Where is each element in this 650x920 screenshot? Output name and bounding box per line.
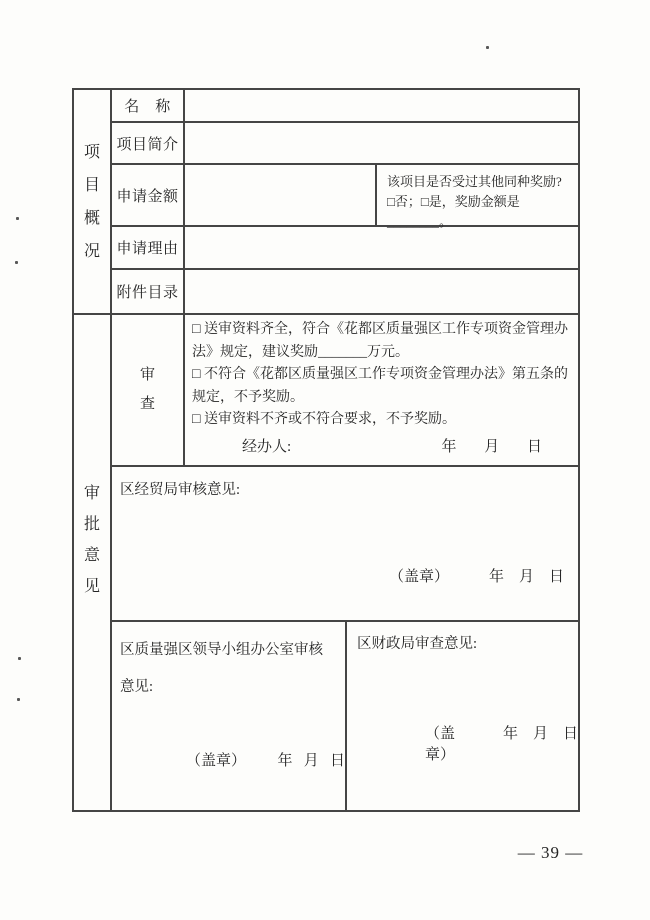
application-reason-label: 申请理由 <box>112 227 185 268</box>
application-amount-input-area <box>185 165 377 225</box>
project-intro-input-area <box>185 123 578 163</box>
application-reason-input-area <box>185 227 578 268</box>
scan-speck <box>486 46 489 49</box>
row-project-name <box>112 90 578 123</box>
review-content <box>185 315 578 465</box>
approval-rows <box>112 315 578 810</box>
finance-bureau-seal-line <box>425 722 578 764</box>
section-project-overview <box>74 90 578 315</box>
attachments-input-area <box>185 270 578 313</box>
seal-label: （盖章） <box>388 569 449 585</box>
scan-speck <box>17 698 20 701</box>
handler-label: 经办人: <box>242 438 292 455</box>
other-reward-note <box>377 165 578 229</box>
economic-bureau-date-label: 年 月 日 <box>488 569 564 585</box>
overview-rows <box>112 90 578 313</box>
section-approval-opinions <box>74 315 578 810</box>
other-reward-question: 该项目是否受过其他同种奖励? <box>387 174 562 189</box>
application-amount-label: 申请金额 <box>112 165 185 225</box>
leading-group-office-date-label: 年 月 日 <box>277 753 345 769</box>
scan-speck <box>15 261 18 264</box>
leading-group-office-label: 区质量强区领导小组办公室审核意见: <box>120 642 323 695</box>
application-form-table <box>72 88 580 812</box>
application-amount-content <box>185 165 578 229</box>
project-name-input-area <box>185 90 578 121</box>
row-attachments <box>112 270 578 313</box>
project-name-label: 名 称 <box>112 90 185 121</box>
economic-bureau-label: 区经贸局审核意见: <box>120 482 241 498</box>
finance-bureau-cell <box>347 622 578 810</box>
review-option-not-conforming: □ 不符合《花都区质量强区工作专项资金管理办法》第五条的规定，不予奖励。 <box>192 367 568 405</box>
leading-group-office-seal-line <box>186 749 345 770</box>
row-project-intro <box>112 123 578 165</box>
approval-side-label: 审批意见 <box>83 484 100 595</box>
overview-side-header <box>74 90 112 313</box>
page-number: — 39 — <box>517 843 584 862</box>
scan-speck <box>16 217 19 220</box>
overview-side-label: 项目概况 <box>83 143 100 260</box>
leading-group-office-cell <box>112 622 347 810</box>
finance-bureau-date-label: 年 月 日 <box>502 726 578 742</box>
row-bottom-opinions <box>112 622 578 810</box>
seal-label: （盖章） <box>186 753 247 769</box>
review-handler-line <box>242 436 542 459</box>
approval-side-header <box>74 315 112 810</box>
seal-label: （盖章） <box>425 726 456 763</box>
scan-speck <box>18 657 21 660</box>
review-option-incomplete: □ 送审资料不齐或不符合要求，不予奖励。 <box>192 412 456 427</box>
economic-bureau-seal-line <box>389 565 564 586</box>
review-date-label: 年 月 日 <box>441 438 542 455</box>
review-option-qualified: □ 送审资料齐全，符合《花都区质量强区工作专项资金管理办法》规定，建议奖励_______万元。 <box>192 322 568 360</box>
row-economic-bureau-opinion <box>112 467 578 622</box>
review-label: 审查 <box>139 367 155 412</box>
attachments-label: 附件目录 <box>112 270 185 313</box>
finance-bureau-label: 区财政局审查意见: <box>357 636 478 652</box>
row-application-amount <box>112 165 578 227</box>
other-reward-options: □否；□是，奖励金额是________。 <box>387 194 520 229</box>
row-review <box>112 315 578 467</box>
project-intro-label: 项目简介 <box>112 123 185 163</box>
review-label-cell <box>112 315 185 465</box>
row-application-reason <box>112 227 578 270</box>
